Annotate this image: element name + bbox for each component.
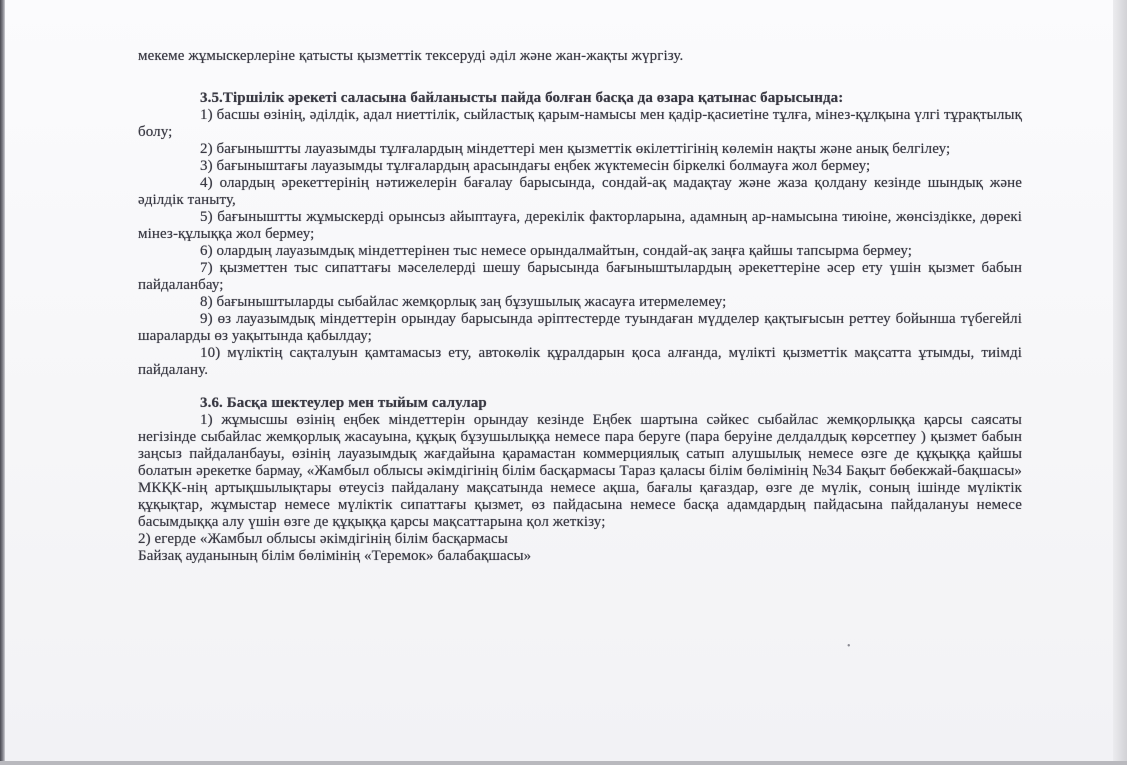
section-3-5-item-9: 9) өз лауазымдық міндеттерін орындау барысында әріптестерде туындаған мүдделер қақтығысын реттеу бойынша түбегейлі шараларды өз уақытында қабылдау; <box>138 311 1022 344</box>
section-3-5-item-2: 2) бағыныштты лауазымды тұлғалардың міндеттері мен қызметтік өкілеттігінің көлемін нақты және анық белгілеу; <box>200 141 951 157</box>
document-body <box>138 48 1022 565</box>
section-3-5-item-6: 6) олардың лауазымдық міндеттерінен тыс немесе орындалмайтын, сондай-ақ заңға қайшы тапсырма бермеу; <box>200 243 913 259</box>
section-3-5-item-3: 3) бағыныштағы лауазымды тұлғалардың арасындағы еңбек жүктемесін біркелкі болмауға жол бермеу; <box>200 158 871 174</box>
section-3-5-item-10: 10) мүліктің сақталуын қамтамасыз ету, автокөлік құралдарын қоса алғанда, мүлікті қызметтік мақсатта ұтымды, тиімді пайдалану. <box>138 345 1022 378</box>
page-bottom-edge <box>0 761 1127 765</box>
section-3-5-item-4: 4) олардың әрекеттерінің нәтижелерін бағалау барысында, сондай-ақ мадақтау және жаза қолдану кезінде шындық және әділдік таныту, <box>138 175 1022 208</box>
section-3-6-item-2-line-2: Байзақ ауданының білім бөлімінің «Теремок» балабақшасы» <box>138 548 532 564</box>
section-3-6-title: 3.6. Басқа шектеулер мен тыйым салулар <box>200 395 487 411</box>
section-3-5-title: 3.5.Тіршілік әрекеті саласына байланысты пайда болған басқа да өзара қатынас барысында: <box>200 90 844 106</box>
section-3-5-item-8: 8) бағыныштыларды сыбайлас жемқорлық заң бұзушылық жасауға итермелемеу; <box>200 294 727 310</box>
section-3-5-item-1: 1) басшы өзінің, әділдік, адал ниеттілік, сыйластық қарым-намысы мен қадір-қасиетіне тұлға, мінез-құлқына үлгі тұрақтылық болу; <box>138 107 1022 140</box>
section-3-6-item-2-line-1: 2) егерде «Жамбыл облысы әкімдігінің білім басқармасы <box>138 531 508 547</box>
page-left-edge <box>0 0 5 765</box>
intro-paragraph: мекеме жұмыскерлеріне қатысты қызметтік тексеруді әділ және жан-жақты жүргізу. <box>138 48 684 64</box>
page-right-edge <box>1113 0 1127 765</box>
scan-speck: • <box>847 641 851 652</box>
section-3-5-item-7: 7) қызметтен тыс сипаттағы мәселелерді шешу барысында бағыныштылардың әрекеттеріне әсер ету үшін қызмет бабын пайдаланбау; <box>138 260 1022 293</box>
section-3-5-item-5: 5) бағыныштты жұмыскерді орынсыз айыптауға, дерекілік факторларына, адамның ар-намысына тиюіне, жөнсіздікке, дөрекі мінез-құлыққа жол бермеу; <box>138 209 1022 242</box>
section-3-6-item-1: 1) жұмысшы өзінің еңбек міндеттерін орындау кезінде Еңбек шартына сәйкес сыбайлас жемқорлыққа қарсы саясаты негізінде сыбайлас жемқорлық жасауына, құқық бұзушылыққа немесе пара беруге (пара беруіне делдалдық көрсетпеу ) қызмет бабын заңсыз пайдаланбауы, өзінің лауазымдық жағдайына қарамастан коммерциялық сатып алушылық немесе өзге де құқыққа қайшы болатын әрекетке бармау, «Жамбыл облысы әкімдігінің білім басқармасы Тараз қаласы білім бөлімінің №34 Бақыт бөбекжай-бақшасы» МКҚК-нің артықшылықтары өтеусіз пайдалану мақсатында немесе ақша, бағалы қағаздар, өзге де мүлік, соның ішінде мүліктік құқықтар, жұмыстар немесе мүліктік сипаттағы қызмет, өз пайдасына немесе басқа адамдардың пайдасына пайдалануы немесе басымдыққа алу үшін өзге де құқыққа қарсы мақсаттарына қол жеткізу; <box>138 412 1022 530</box>
